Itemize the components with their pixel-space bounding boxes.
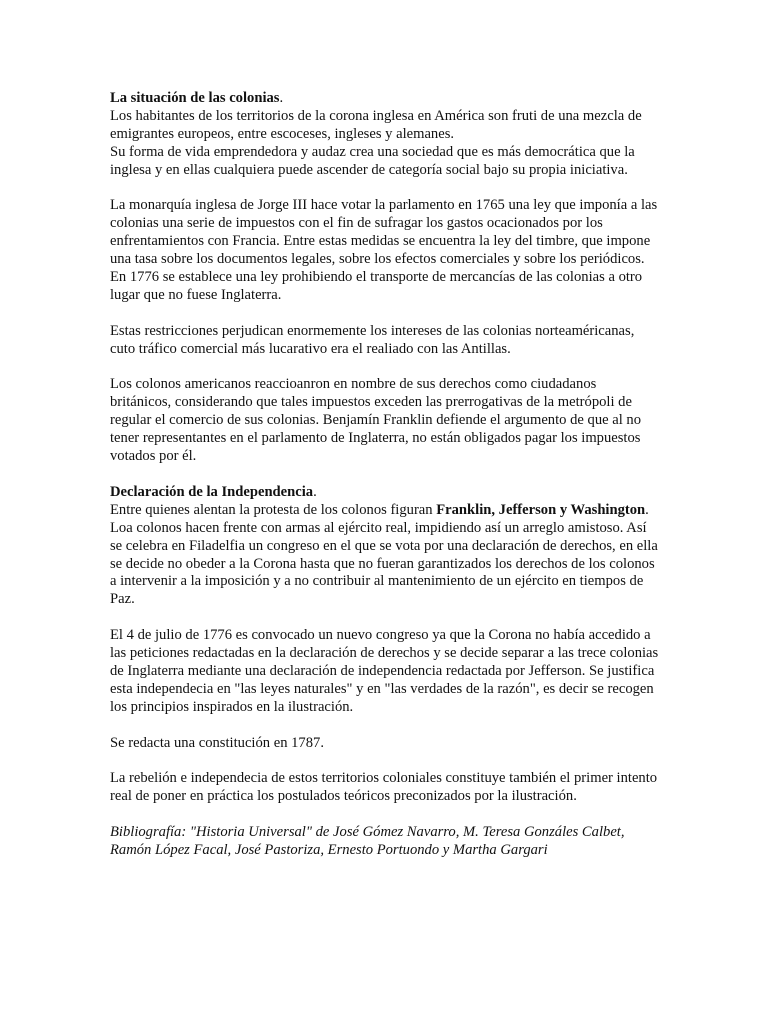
heading-period: . (313, 483, 317, 500)
section-declaracion (110, 484, 660, 806)
paragraph-colonos-americanos: Los colonos americanos reaccioanron en nombre de sus derechos como ciudadanos británicos, considerando que tales impuestos exceden las prerrogativas de la metrópoli de regular el comercio de sus colonias. Benjamín Franklin defiende el argumento de que al no tener representantes en el parlamento de Inglaterra, no están obligados pagar los impuestos votados por él. (110, 376, 642, 465)
intro-period: . (645, 501, 649, 518)
founders-names: Franklin, Jefferson y Washington (436, 501, 646, 518)
heading-period: . (279, 90, 284, 106)
paragraph-colonos-armas: Loa colonos hacen frente con armas al ejército real, impidiendo así un arreglo amistoso. Así se celebra en Filadelfia un congreso en el que se vota por una declaración de derechos, en ella se decide no obeder a la Corona hasta que no fueran garantizados los derechos de los colonos a intervenir a la imposición y a no contribuir al mantenimiento de un ejército en tiempos de Paz. (110, 519, 658, 608)
paragraph-forma-de-vida: Su forma de vida emprendedora y audaz crea una sociedad que es más democrática que la inglesa y en ellas cualquiera puede ascender de categoría social bajo su propia iniciativa. (110, 143, 635, 178)
paragraph-monarquia: La monarquía inglesa de Jorge III hace votar la parlamento en 1765 una ley que imponía a las colonias una serie de impuestos con el fin de sufragar los gastos ocacionados por los enfrentamientos con Francia. Entre estas medidas se encuentra la ley del timbre, que impone una tasa sobre los documentos legales, sobre los efectos comerciales y sobre los periódicos. En 1776 se establece una ley prohibiendo el transporte de mercancías de las colonias a otro lugar que no fuese Inglaterra. (110, 197, 658, 303)
intro-text: Entre quienes alentan la protesta de los colonos figuran (110, 501, 437, 518)
paragraph-quienes-alentan (110, 502, 660, 520)
paragraph-4-de-julio: El 4 de julio de 1776 es convocado un nuevo congreso ya que la Corona no había accedido a las peticiones redactadas en la declaración de derechos y se decide separar a las trece colonias de Inglaterra mediante una declaración de independencia redactada por Jefferson. Se justifica esta independecia en "las leyes naturales" y en "las verdades de la razón", es decir se recogen los principios inspirados en la ilustración. (110, 627, 659, 715)
section-heading-declaracion (110, 484, 660, 502)
paragraph-habitantes: Los habitantes de los territorios de la corona inglesa en América son fruti de una mezcla de emigrantes europeos, entre escoceses, ingleses y alemanes. (110, 107, 642, 142)
paragraph-constitucion: Se redacta una constitución en 1787. (110, 734, 324, 751)
document-body (110, 90, 660, 878)
heading-text: La situación de las colonias (110, 90, 280, 106)
section-colonias (110, 90, 660, 466)
bibliography: Bibliografía: "Historia Universal" de José Gómez Navarro, M. Teresa Gonzáles Calbet, Ramón López Facal, José Pastoriza, Ernesto Portuondo y Martha Gargari (110, 824, 625, 858)
paragraph-restricciones: Estas restricciones perjudican enormemente los intereses de las colonias norteaméricanas, cuto tráfico comercial más lucarativo era el realiado con las Antillas. (110, 322, 635, 357)
section-heading-colonias (110, 90, 660, 108)
paragraph-rebelion: La rebelión e independecia de estos territorios coloniales constituye también el primer intento real de poner en práctica los postulados teóricos preconizados por la ilustración. (110, 770, 658, 805)
heading-text: Declaración de la Independencia (110, 483, 314, 500)
